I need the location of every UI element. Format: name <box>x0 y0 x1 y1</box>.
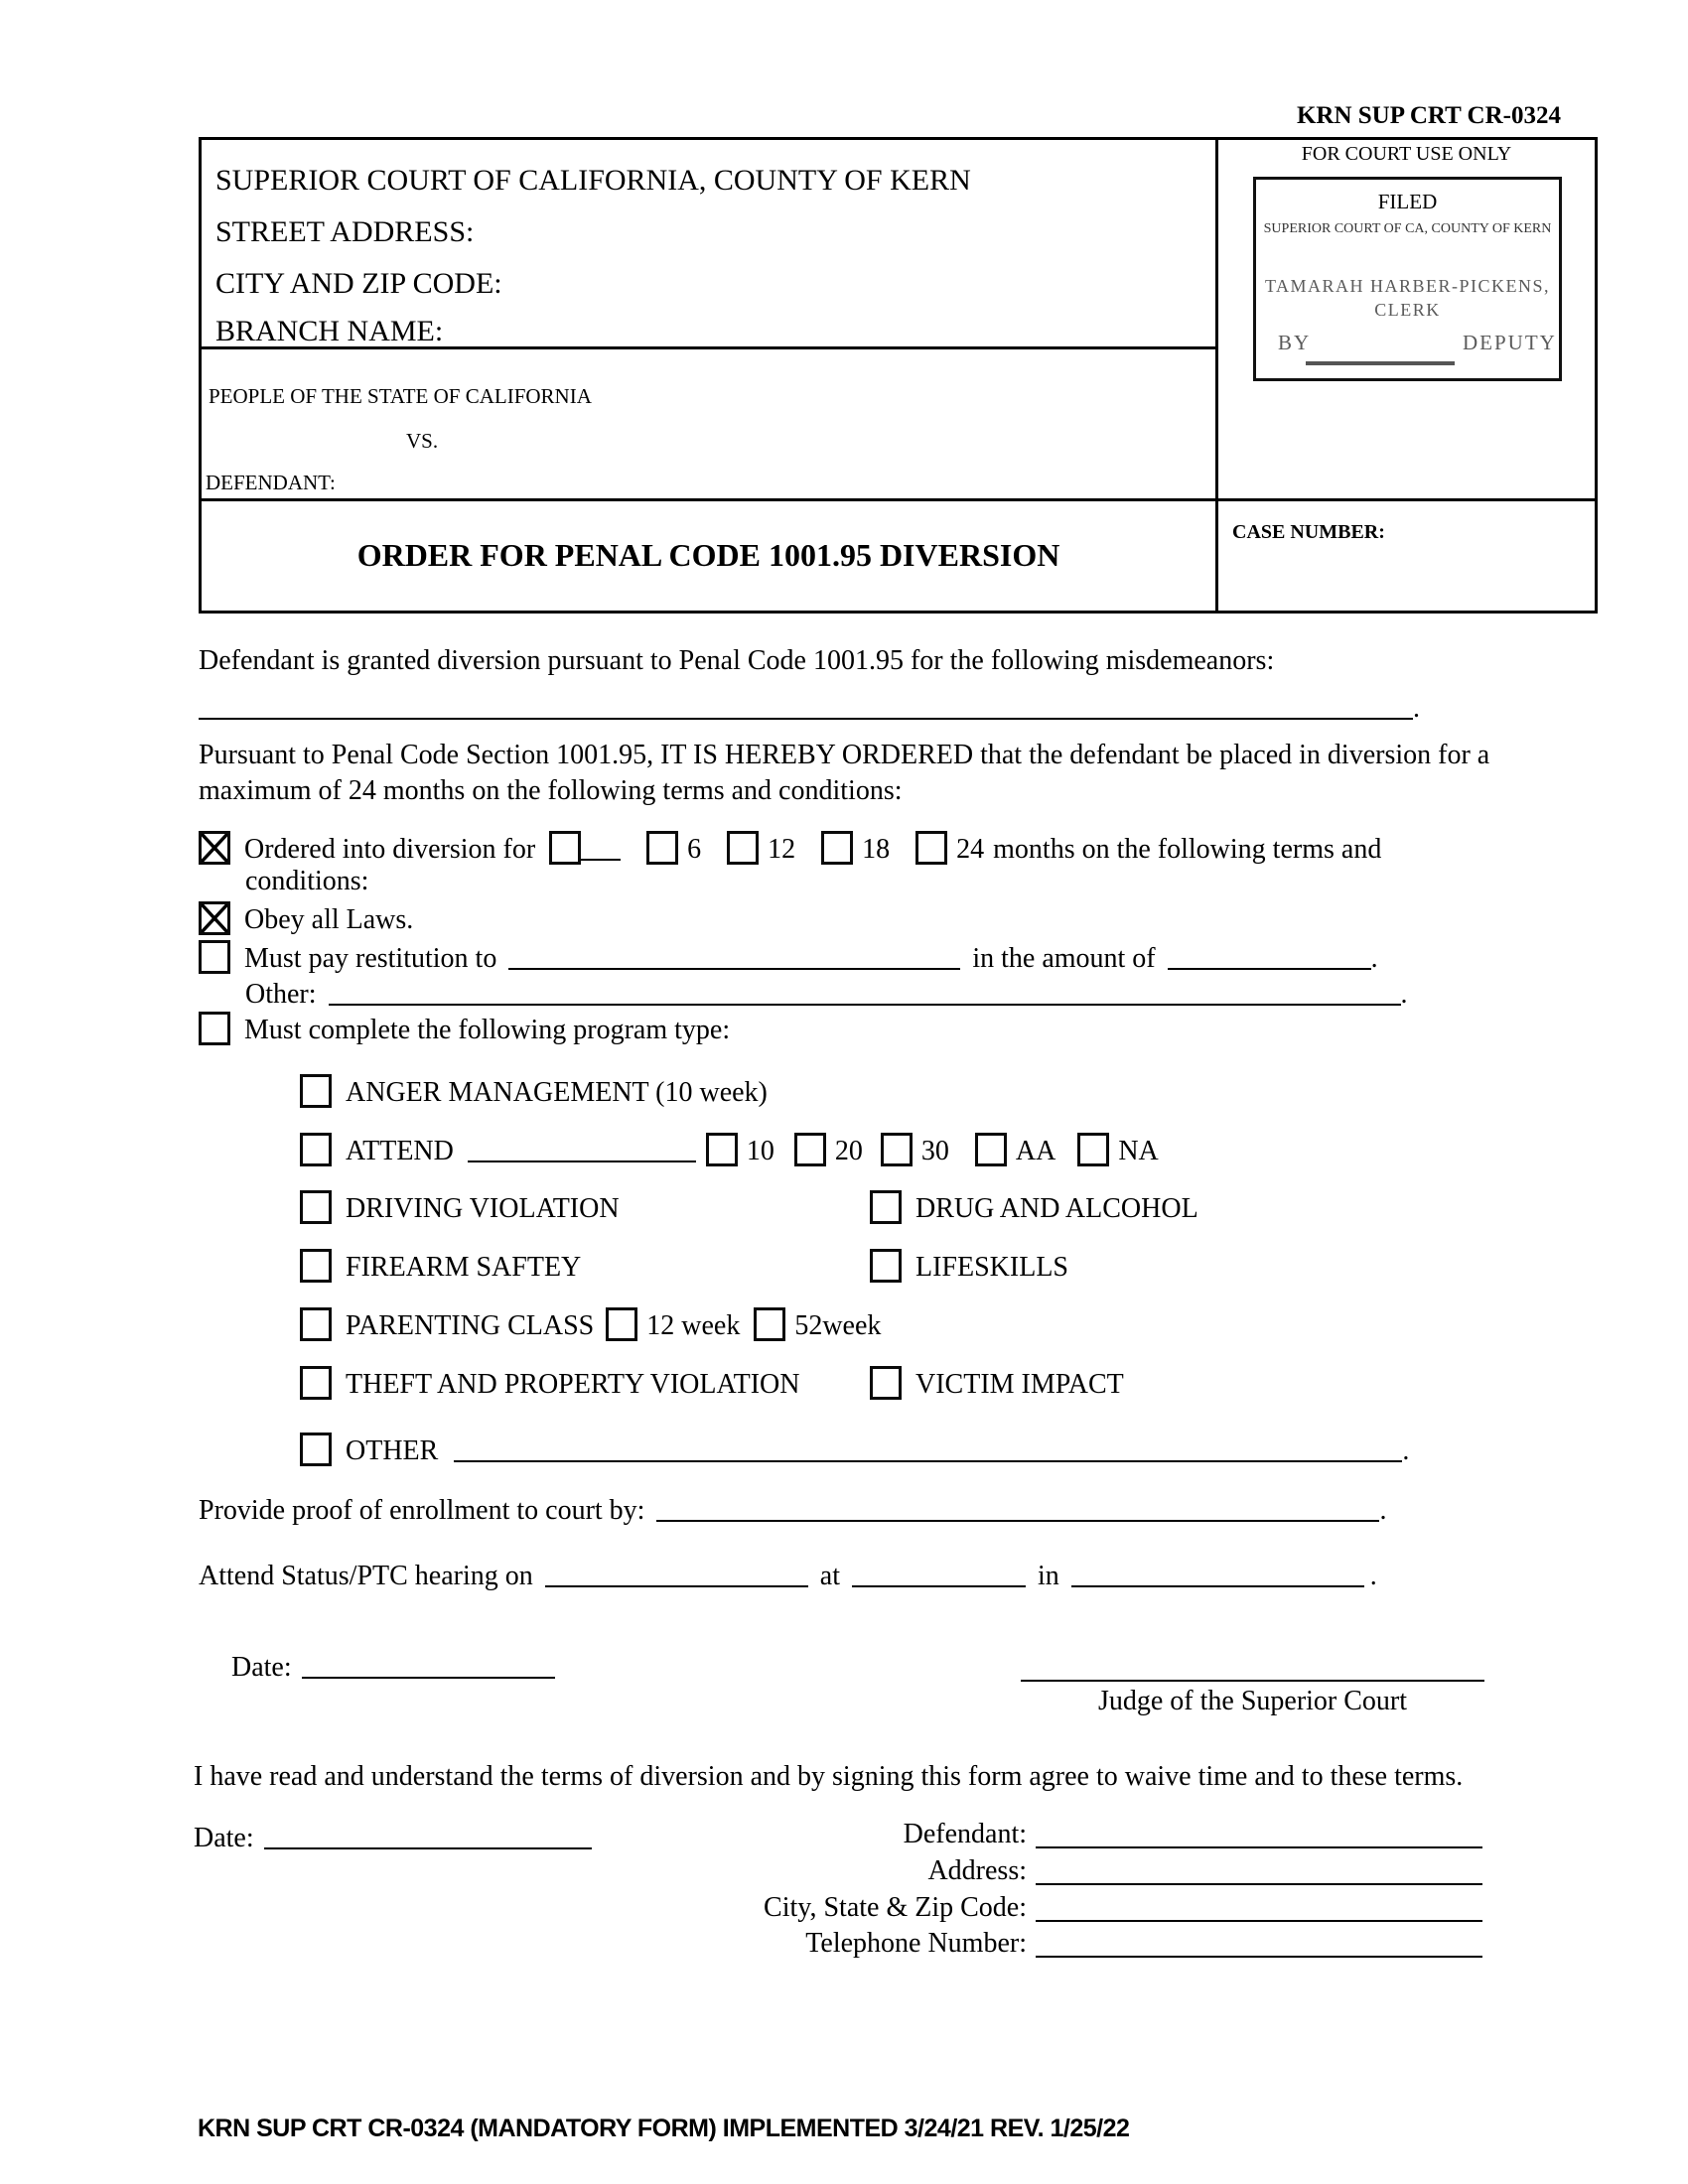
restitution-amount-field[interactable] <box>1168 942 1371 970</box>
for-court-use-label: FOR COURT USE ONLY <box>1301 143 1512 165</box>
proof-date-field[interactable] <box>656 1494 1379 1522</box>
other-terms-label: Other: <box>245 979 317 1010</box>
intro-line: Defendant is granted diversion pursuant to Penal Code 1001.95 for the following misdemeanors: <box>199 645 1275 676</box>
attend-30-checkbox[interactable] <box>881 1133 913 1166</box>
months-18-checkbox[interactable] <box>821 831 853 865</box>
hearing-dept-field[interactable] <box>1071 1560 1364 1587</box>
defendant-date-label: Date: <box>194 1823 254 1853</box>
victim-label: VICTIM IMPACT <box>915 1369 1124 1400</box>
defendant-name-label: Defendant: <box>903 1819 1027 1849</box>
judge-signature-line[interactable] <box>1021 1680 1484 1682</box>
hearing-time-field[interactable] <box>852 1560 1026 1587</box>
other-program-row <box>300 1432 1409 1467</box>
pursuant-line-1: Pursuant to Penal Code Section 1001.95, IT IS HEREBY ORDERED that the defendant be placed in diversion for a <box>199 740 1490 770</box>
parenting-12-label: 12 week <box>646 1310 741 1341</box>
months-24-checkbox[interactable] <box>915 831 947 865</box>
other-terms-field[interactable] <box>329 978 1401 1006</box>
months-12-checkbox[interactable] <box>727 831 759 865</box>
hearing-date-field[interactable] <box>545 1560 808 1587</box>
lifeskills-row <box>870 1249 1068 1284</box>
restitution-checkbox[interactable] <box>199 940 230 974</box>
driving-label: DRIVING VIOLATION <box>346 1193 620 1224</box>
judge-date-row <box>231 1648 555 1684</box>
attend-na-label: NA <box>1118 1136 1159 1166</box>
parenting-12-checkbox[interactable] <box>606 1307 637 1341</box>
telephone-field[interactable] <box>1036 1956 1482 1958</box>
attend-10-label: 10 <box>746 1136 774 1166</box>
period: . <box>1370 943 1378 974</box>
plaintiff-line: PEOPLE OF THE STATE OF CALIFORNIA <box>209 384 592 408</box>
attend-row <box>300 1132 1159 1167</box>
ordered-suffix: months on the following terms and <box>993 834 1382 865</box>
parenting-52-checkbox[interactable] <box>754 1307 785 1341</box>
other-terms-row <box>245 975 1408 1011</box>
parenting-row <box>300 1307 881 1342</box>
drug-checkbox[interactable] <box>870 1190 902 1224</box>
theft-row <box>300 1366 800 1401</box>
attend-30-label: 30 <box>920 1136 949 1166</box>
anger-checkbox[interactable] <box>300 1074 332 1108</box>
attend-aa-checkbox[interactable] <box>975 1133 1007 1166</box>
months-blank-field[interactable] <box>581 833 621 861</box>
ordered-checkbox[interactable] <box>199 831 230 865</box>
acknowledgement-line: I have read and understand the terms of diversion and by signing this form agree to waive time and to these terms. <box>194 1761 1464 1792</box>
city-state-zip-label: City, State & Zip Code: <box>764 1892 1027 1923</box>
city-state-zip-field[interactable] <box>1036 1920 1482 1922</box>
program-label: Must complete the following program type: <box>244 1015 731 1045</box>
firearm-label: FIREARM SAFTEY <box>346 1252 582 1283</box>
months-24-label: 24 <box>956 834 985 865</box>
driving-row <box>300 1190 620 1225</box>
hearing-prefix: Attend Status/PTC hearing on <box>199 1561 533 1591</box>
attend-20-checkbox[interactable] <box>794 1133 826 1166</box>
months-12-label: 12 <box>768 834 796 865</box>
victim-checkbox[interactable] <box>870 1366 902 1400</box>
attend-aa-label: AA <box>1015 1136 1056 1166</box>
period: . <box>1400 979 1408 1010</box>
proof-row <box>199 1491 1386 1527</box>
branch-name-label: BRANCH NAME: <box>215 315 444 347</box>
hearing-at-label: at <box>819 1561 840 1591</box>
clerk-title: CLERK <box>1374 300 1441 320</box>
parenting-label: PARENTING CLASS <box>346 1310 595 1341</box>
restitution-prefix: Must pay restitution to <box>244 943 497 974</box>
judge-signature-caption: Judge of the Superior Court <box>1097 1686 1408 1716</box>
judge-date-label: Date: <box>231 1652 292 1683</box>
lifeskills-label: LIFESKILLS <box>915 1252 1068 1283</box>
vs-line: VS. <box>406 429 439 453</box>
telephone-label: Telephone Number: <box>805 1928 1027 1959</box>
drug-row <box>870 1190 1198 1225</box>
court-name: SUPERIOR COURT OF CALIFORNIA, COUNTY OF KERN <box>215 164 971 197</box>
filed-stamp-box <box>1253 177 1562 381</box>
months-6-label: 6 <box>687 834 702 865</box>
driving-checkbox[interactable] <box>300 1190 332 1224</box>
form-title: ORDER FOR PENAL CODE 1001.95 DIVERSION <box>356 537 1060 573</box>
restitution-payee-field[interactable] <box>508 942 960 970</box>
defendant-name-field[interactable] <box>1036 1846 1482 1848</box>
hearing-row <box>199 1557 1377 1592</box>
proof-label: Provide proof of enrollment to court by: <box>199 1495 645 1526</box>
attend-20-label: 20 <box>834 1136 863 1166</box>
form-number-header: KRN SUP CRT CR-0324 <box>1296 102 1561 129</box>
anger-row <box>300 1074 768 1109</box>
header-table-vertical-divider <box>1215 140 1218 611</box>
attend-program-field[interactable] <box>468 1135 696 1162</box>
program-checkbox[interactable] <box>199 1012 230 1045</box>
parenting-checkbox[interactable] <box>300 1307 332 1341</box>
obey-checkbox[interactable] <box>199 901 230 935</box>
address-label: Address: <box>927 1855 1027 1886</box>
hearing-in-label: in <box>1037 1561 1059 1591</box>
parenting-52-label: 52week <box>794 1310 882 1341</box>
theft-checkbox[interactable] <box>300 1366 332 1400</box>
deputy-signature-line[interactable] <box>1306 361 1455 365</box>
deputy-label: DEPUTY <box>1463 331 1557 354</box>
attend-na-checkbox[interactable] <box>1077 1133 1109 1166</box>
firearm-row <box>300 1249 581 1284</box>
program-row <box>199 1012 730 1046</box>
header-table <box>199 137 1598 614</box>
firearm-checkbox[interactable] <box>300 1249 332 1283</box>
filed-label: FILED <box>1377 190 1438 213</box>
address-field[interactable] <box>1036 1883 1482 1885</box>
footer-form-id: KRN SUP CRT CR-0324 (MANDATORY FORM) IMPLEMENTED 3/24/21 REV. 1/25/22 <box>198 2115 1130 2142</box>
case-number-field[interactable] <box>1373 521 1572 551</box>
attend-10-checkbox[interactable] <box>706 1133 738 1166</box>
anger-label: ANGER MANAGEMENT (10 week) <box>346 1077 768 1108</box>
months-blank-checkbox[interactable] <box>549 831 581 865</box>
city-zip-label: CITY AND ZIP CODE: <box>215 267 502 300</box>
victim-row <box>870 1366 1124 1401</box>
by-label: BY <box>1278 331 1312 354</box>
pursuant-line-2: maximum of 24 months on the following terms and conditions: <box>199 775 903 806</box>
period: . <box>1413 693 1420 724</box>
misdemeanors-row <box>199 689 1420 725</box>
obey-label: Obey all Laws. <box>244 904 414 935</box>
ordered-prefix: Ordered into diversion for <box>244 834 536 865</box>
misdemeanors-field[interactable] <box>199 692 1413 720</box>
other-program-checkbox[interactable] <box>300 1433 332 1466</box>
restitution-row <box>199 939 1378 975</box>
obey-row <box>199 901 413 936</box>
attend-checkbox[interactable] <box>300 1133 332 1166</box>
ordered-row <box>199 830 1381 866</box>
clerk-name: TAMARAH HARBER-PICKENS, <box>1264 276 1551 296</box>
restitution-mid: in the amount of <box>972 943 1156 974</box>
drug-label: DRUG AND ALCOHOL <box>915 1193 1198 1224</box>
lifeskills-checkbox[interactable] <box>870 1249 902 1283</box>
months-18-label: 18 <box>862 834 891 865</box>
attend-label: ATTEND <box>346 1136 454 1166</box>
months-6-checkbox[interactable] <box>646 831 678 865</box>
period: . <box>1379 1495 1387 1526</box>
conditions-label: conditions: <box>245 866 369 896</box>
case-number-label: CASE NUMBER: <box>1232 521 1385 543</box>
judge-date-field[interactable] <box>302 1651 555 1679</box>
other-program-field[interactable] <box>454 1434 1402 1462</box>
defendant-label: DEFENDANT: <box>206 471 336 494</box>
period: . <box>1369 1561 1377 1591</box>
theft-label: THEFT AND PROPERTY VIOLATION <box>346 1369 800 1400</box>
title-row-top-rule <box>202 498 1595 501</box>
street-address-label: STREET ADDRESS: <box>215 215 475 248</box>
period: . <box>1402 1435 1410 1466</box>
other-program-label: OTHER <box>346 1435 439 1466</box>
filed-court-line: SUPERIOR COURT OF CA, COUNTY OF KERN <box>1263 221 1552 236</box>
